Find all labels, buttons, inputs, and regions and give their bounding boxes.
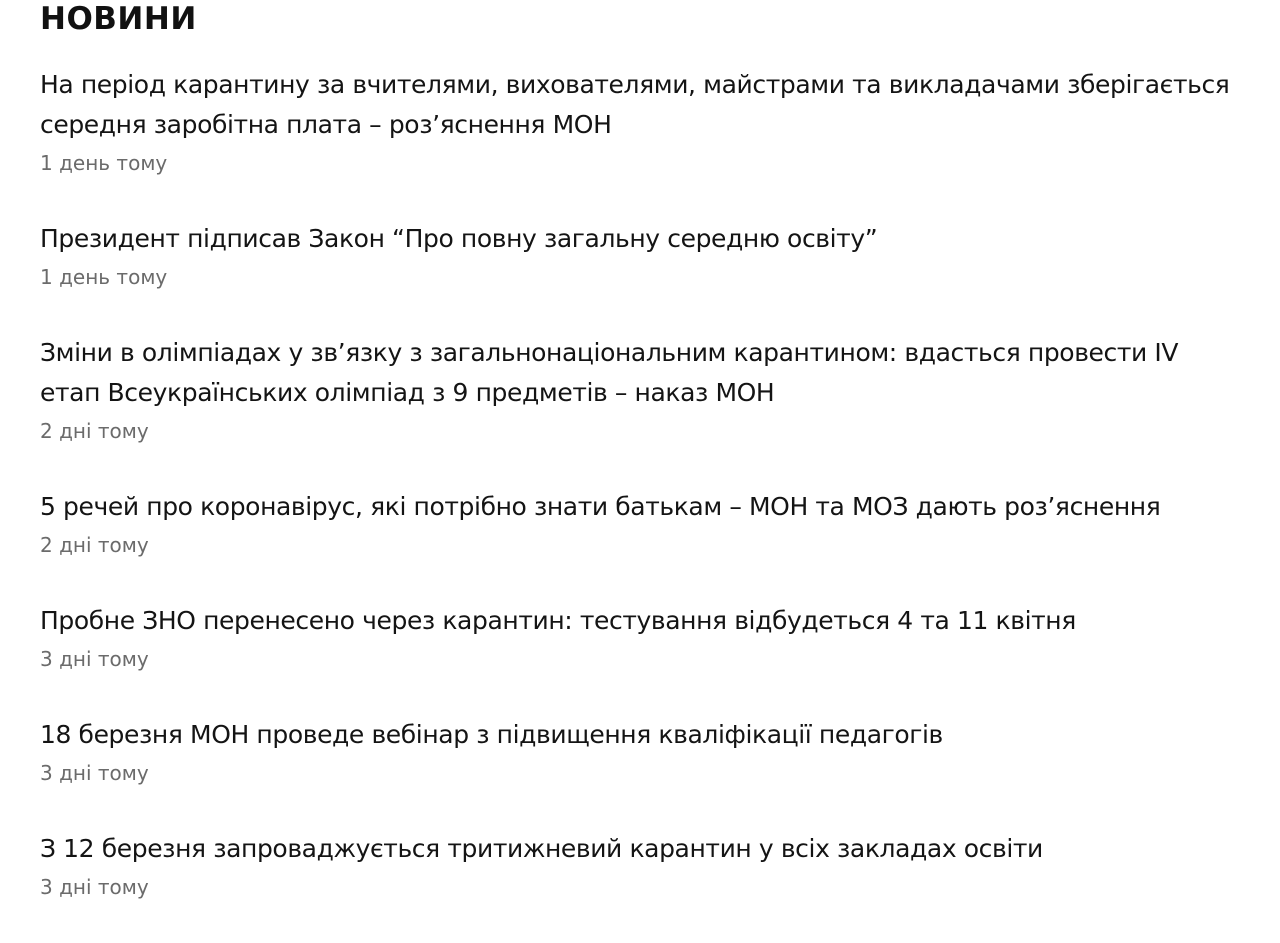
news-item bbox=[40, 601, 1240, 671]
news-item bbox=[40, 715, 1240, 785]
news-section bbox=[40, 0, 1240, 943]
news-item-title[interactable]: 5 речей про коронавірус, які потрібно знати батькам – МОН та МОЗ дають роз’яснення bbox=[40, 492, 1161, 521]
news-item bbox=[40, 487, 1240, 557]
news-item-time: 1 день тому bbox=[40, 265, 168, 289]
news-item-time: 1 день тому bbox=[40, 151, 168, 175]
news-item-title[interactable]: Президент підписав Закон “Про повну загальну середню освіту” bbox=[40, 224, 878, 253]
news-item-title[interactable]: Зміни в олімпіадах у зв’язку з загальнонаціональним карантином: вдасться провести IV етап Всеукраїнських олімпіад з 9 предметів – наказ МОН bbox=[40, 338, 1179, 407]
news-item-time: 3 дні тому bbox=[40, 761, 149, 785]
section-title: НОВИНИ bbox=[40, 1, 197, 37]
news-item bbox=[40, 333, 1240, 443]
news-item-title[interactable]: З 12 березня запроваджується тритижневий карантин у всіх закладах освіти bbox=[40, 834, 1043, 863]
news-item-time: 3 дні тому bbox=[40, 875, 149, 899]
news-item bbox=[40, 829, 1240, 899]
news-item bbox=[40, 65, 1240, 175]
news-item-title[interactable]: Пробне ЗНО перенесено через карантин: тестування відбудеться 4 та 11 квітня bbox=[40, 606, 1076, 635]
news-item-time: 2 дні тому bbox=[40, 419, 149, 443]
news-item-title[interactable]: На період карантину за вчителями, вихователями, майстрами та викладачами зберігається середня заробітна плата – роз’яснення МОН bbox=[40, 70, 1230, 139]
news-item-time: 2 дні тому bbox=[40, 533, 149, 557]
news-item bbox=[40, 219, 1240, 289]
news-item-time: 3 дні тому bbox=[40, 647, 149, 671]
news-list bbox=[40, 65, 1240, 899]
news-item-title[interactable]: 18 березня МОН проведе вебінар з підвищення кваліфікації педагогів bbox=[40, 720, 943, 749]
